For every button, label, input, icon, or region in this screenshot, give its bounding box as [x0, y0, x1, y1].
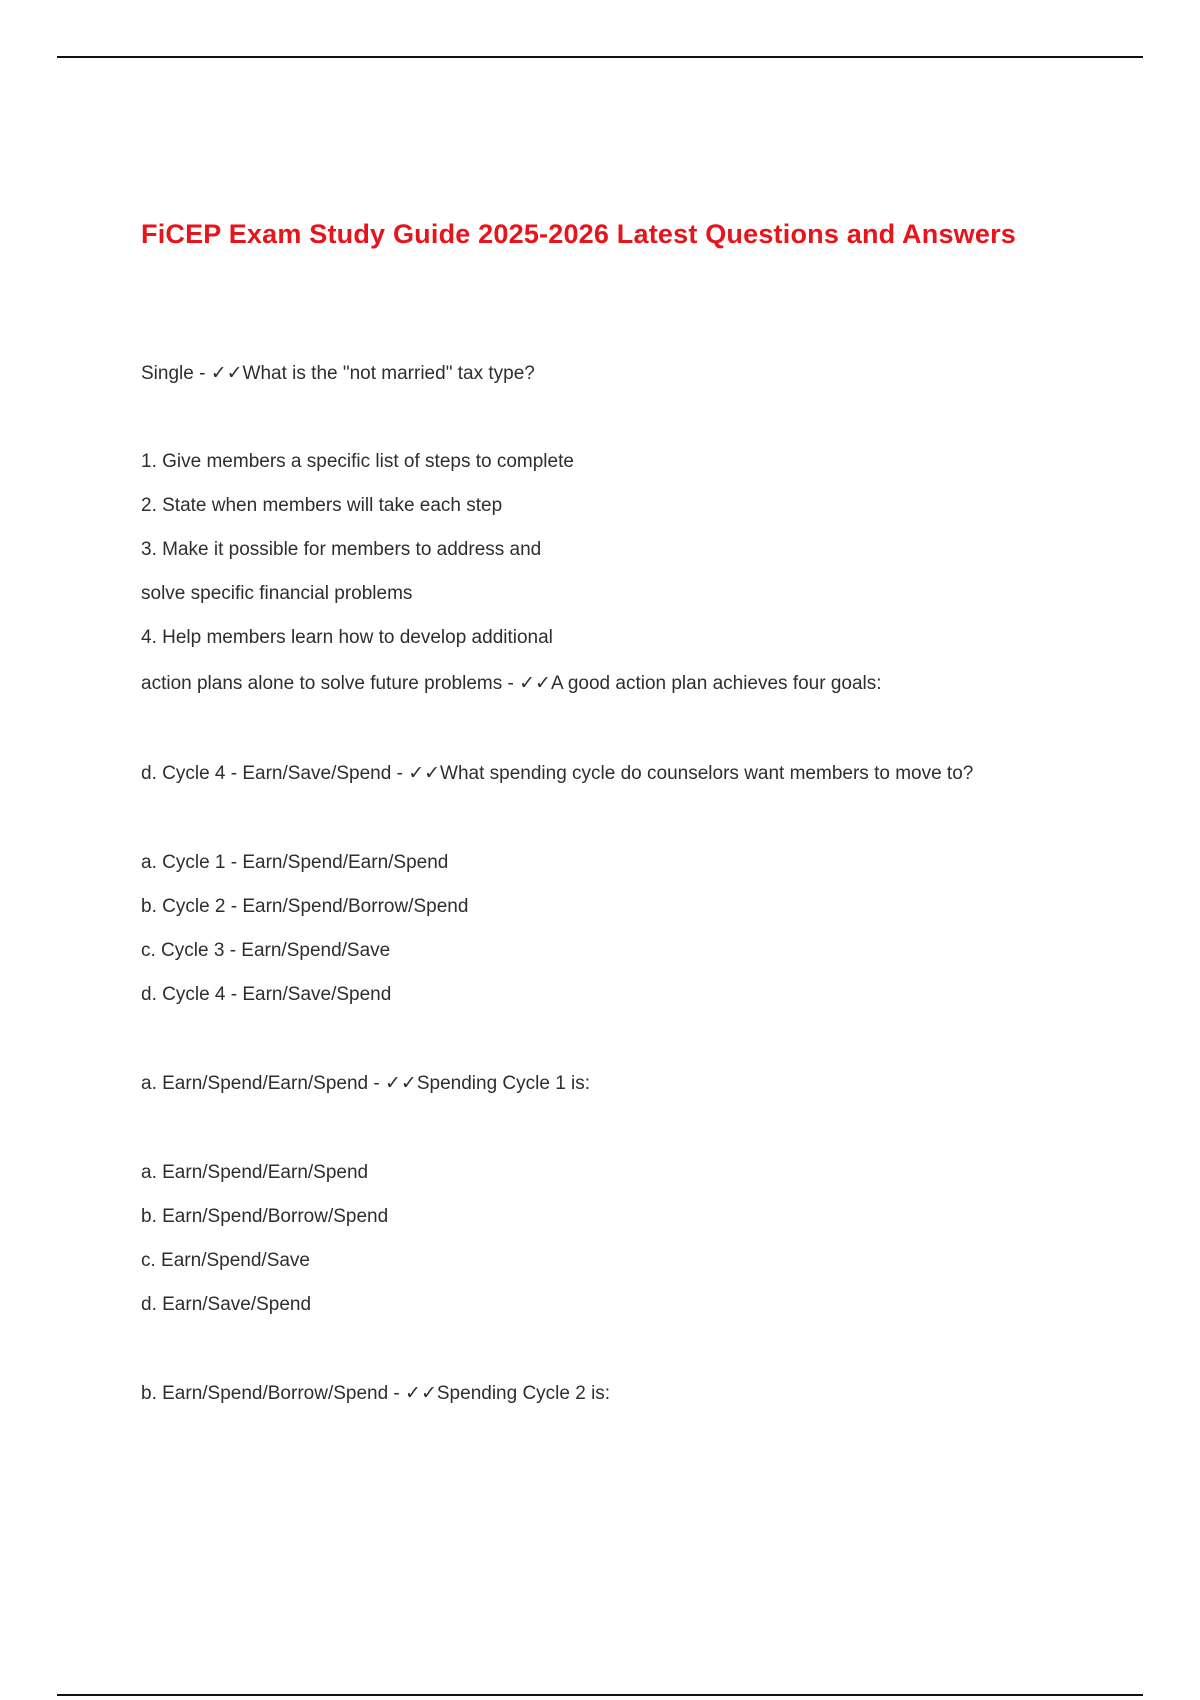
qa-line: d. Earn/Save/Spend	[141, 1294, 312, 1315]
qa-line: b. Earn/Spend/Borrow/Spend - ✓✓Spending Cycle 2 is:	[141, 1383, 611, 1404]
qa-line: c. Earn/Spend/Save	[141, 1250, 310, 1271]
qa-line: d. Cycle 4 - Earn/Save/Spend - ✓✓What spending cycle do counselors want members to move to?	[141, 763, 974, 784]
qa-line: d. Cycle 4 - Earn/Save/Spend	[141, 984, 392, 1005]
qa-line: a. Cycle 1 - Earn/Spend/Earn/Spend	[141, 852, 449, 873]
qa-line: solve specific financial problems	[141, 583, 413, 604]
qa-line: 4. Help members learn how to develop additional	[141, 627, 553, 648]
header-rule	[57, 56, 1143, 58]
qa-line: a. Earn/Spend/Earn/Spend - ✓✓Spending Cycle 1 is:	[141, 1073, 591, 1094]
qa-line: c. Cycle 3 - Earn/Spend/Save	[141, 940, 391, 961]
qa-line: Single - ✓✓What is the "not married" tax type?	[141, 363, 535, 384]
qa-line: b. Earn/Spend/Borrow/Spend	[141, 1206, 389, 1227]
footer-rule	[57, 1694, 1143, 1696]
qa-line: b. Cycle 2 - Earn/Spend/Borrow/Spend	[141, 896, 469, 917]
qa-line: a. Earn/Spend/Earn/Spend	[141, 1162, 369, 1183]
qa-line: 2. State when members will take each step	[141, 495, 503, 516]
qa-line: 1. Give members a specific list of steps to complete	[141, 451, 574, 472]
qa-line: 3. Make it possible for members to address and	[141, 539, 542, 560]
qa-line: action plans alone to solve future problems - ✓✓A good action plan achieves four goals:	[141, 673, 882, 694]
document-title: FiCEP Exam Study Guide 2025-2026 Latest Questions and Answers	[141, 219, 1017, 249]
